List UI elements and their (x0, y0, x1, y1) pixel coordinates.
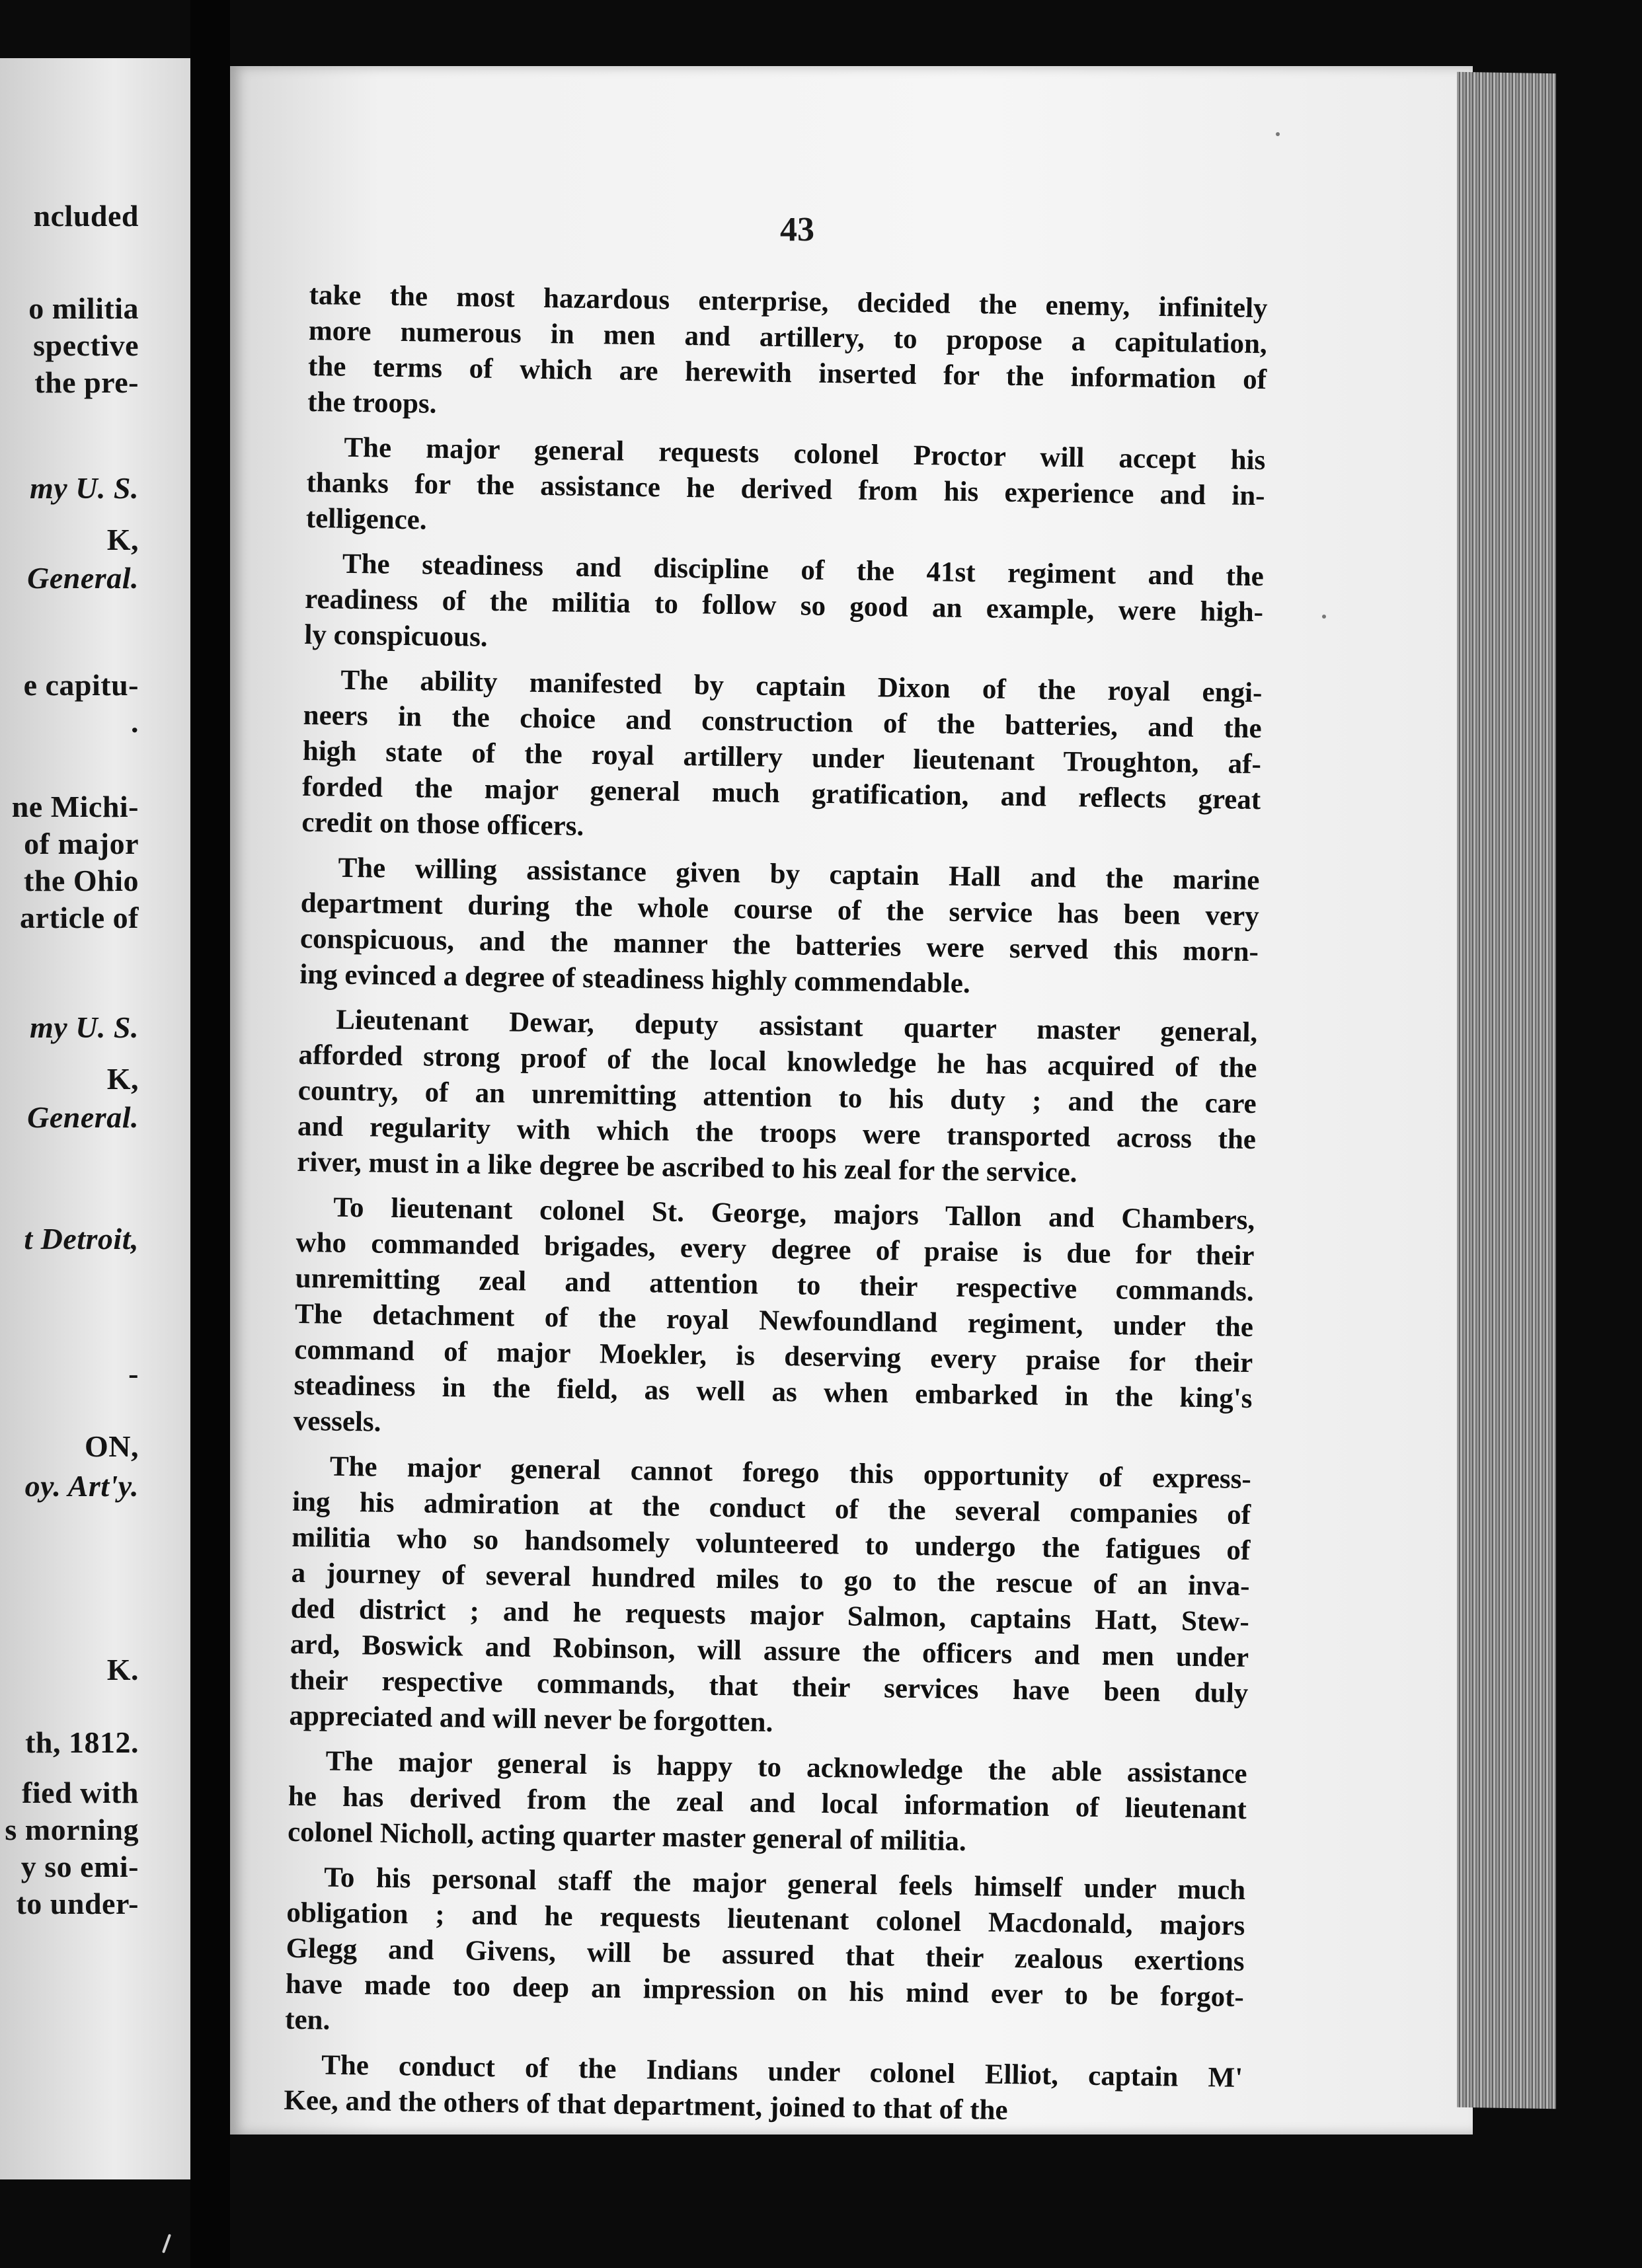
text-line: The major general is happy to acknowledge the able assistance (325, 1745, 1247, 1790)
text-line: The ability manifested by captain Dixon of the royal engi- (340, 664, 1263, 709)
left-page-line: of major (24, 827, 139, 860)
text-line: ly conspicuous. (304, 619, 488, 653)
text-line: the troops. (307, 386, 437, 420)
text-line: unremitting zeal and attention to their respective commands. (295, 1262, 1255, 1308)
left-page-line: ncluded (33, 199, 139, 233)
text-line: The detachment of the royal Newfoundland regiment, under the (294, 1298, 1254, 1343)
text-line: take the most hazardous enterprise, decided the enemy, infinitely (309, 279, 1268, 324)
left-page-line: to under- (16, 1887, 139, 1920)
text-line: country, of an unremitting attention to his duty ; and the care (297, 1075, 1257, 1120)
text-line: vessels. (293, 1405, 381, 1438)
left-page-line: K, (106, 523, 139, 556)
left-page-line: my U. S. (30, 1010, 139, 1044)
text-line: The major general requests colonel Proctor will accept his (344, 432, 1266, 476)
text-line: department during the whole course of the service has been very (300, 887, 1259, 932)
left-page-line: . (131, 705, 139, 739)
left-page-line: y so emi- (20, 1850, 139, 1883)
text-line: ing his admiration at the conduct of the several companies of (292, 1486, 1251, 1531)
left-page-line: t Detroit, (24, 1222, 139, 1256)
text-line: obligation ; and he requests lieutenant colonel Macdonald, majors (286, 1897, 1245, 1942)
text-line: ard, Boswick and Robinson, will assure the officers and men under (290, 1628, 1249, 1674)
text-line: neers in the choice and construction of the batteries, and the (303, 699, 1262, 745)
left-page-line: spective (33, 328, 139, 362)
paragraph (299, 850, 1260, 1006)
dust-speck (1322, 615, 1326, 619)
left-page-line: General. (27, 561, 139, 595)
left-page-line: the Ohio (24, 864, 139, 897)
text-line: and regularity with which the troops were transported across the (297, 1110, 1257, 1156)
paragraph (289, 1449, 1251, 1747)
text-line: have made too deep an impression on his mind ever to be forgot- (285, 1968, 1245, 2013)
paragraph (284, 2047, 1243, 2132)
dust-speck (162, 2234, 171, 2253)
left-page-line: K. (106, 1653, 139, 1686)
left-page-line: th, 1812. (25, 1725, 139, 1759)
text-line: Kee, and the others of that department, joined to that of the (284, 2084, 1008, 2127)
text-line: thanks for the assistance he derived from his experience and in- (306, 467, 1265, 512)
text-line: he has derived from the zeal and local information of lieutenant (288, 1780, 1247, 1826)
left-page-line: the pre- (34, 365, 139, 399)
text-line: telligence. (305, 502, 427, 536)
text-line: who commanded brigades, every degree of praise is due for their (295, 1227, 1255, 1272)
text-line: ing evinced a degree of steadiness highly commendable. (299, 958, 970, 1000)
text-line: afforded strong proof of the local knowledge he has acquired of the (298, 1039, 1257, 1084)
left-page-line: fied with (22, 1776, 139, 1809)
left-page-line: oy. Art'y. (24, 1469, 139, 1503)
text-line: command of major Moekler, is deserving every praise for their (294, 1334, 1253, 1379)
text-line: more numerous in men and artillery, to propose a capitulation, (308, 315, 1268, 360)
text-line: high state of the royal artillery under lieutenant Troughton, af- (302, 735, 1262, 780)
page-edges (1457, 72, 1556, 2109)
paragraph (285, 1860, 1246, 2051)
previous-page-fragment (0, 58, 190, 2179)
text-line: militia who so handsomely volunteered to undergo the fatigues of (292, 1521, 1251, 1567)
text-line: appreciated and will never be forgotten. (289, 1700, 773, 1739)
paragraph (304, 546, 1264, 666)
text-line: ded district ; and he requests major Salmon, captains Hatt, Stew- (290, 1593, 1250, 1638)
left-page-line: ON, (85, 1429, 139, 1463)
text-line: steadiness in the field, as well as when embarked in the king's (293, 1369, 1253, 1415)
text-line: To his personal staff the major general feels himself under much (323, 1862, 1246, 1907)
paragraph (293, 1190, 1255, 1453)
text-line: credit on those officers. (301, 806, 584, 842)
left-page-line: K, (106, 1062, 139, 1096)
text-line: colonel Nicholl, acting quarter master general of militia. (287, 1816, 967, 1858)
paragraph (306, 430, 1266, 550)
text-line: their respective commands, that their services have been duly (290, 1664, 1249, 1710)
text-line: river, must in a like degree be ascribed to his zeal for the service. (296, 1146, 1077, 1189)
left-page-line: o militia (28, 291, 139, 325)
left-page-line: - (128, 1357, 139, 1390)
dust-speck (1276, 132, 1280, 136)
text-line: conspicuous, and the manner the batteries were served this morn- (299, 923, 1259, 968)
text-line: readiness of the militia to follow so good an example, were high- (304, 583, 1264, 628)
left-page-line: s morning (5, 1813, 139, 1846)
left-page-line: my U. S. (30, 471, 139, 505)
text-line: To lieutenant colonel St. George, majors Tallon and Chambers, (333, 1191, 1255, 1236)
page-body-text (284, 278, 1268, 2141)
left-page-line: General. (27, 1100, 139, 1134)
paragraph (297, 1002, 1258, 1193)
text-line: ten. (284, 2004, 331, 2036)
text-line: the terms of which are herewith inserted for the information of (307, 350, 1267, 396)
paragraph (288, 1743, 1247, 1864)
text-line: The conduct of the Indians under colonel Elliot, captain M' (321, 2049, 1243, 2094)
text-line: The major general cannot forego this opportunity of express- (329, 1451, 1252, 1495)
left-page-line: ne Michi- (11, 790, 139, 823)
paragraph (301, 662, 1263, 854)
page-number: 43 (780, 211, 814, 248)
text-line: The steadiness and discipline of the 41st regiment and the (342, 548, 1265, 593)
paragraph (307, 278, 1268, 434)
book-gutter (190, 0, 230, 2268)
text-line: The willing assistance given by captain Hall and the marine (338, 852, 1260, 897)
left-page-line: e capitu- (23, 668, 139, 702)
left-page-line: article of (20, 901, 139, 934)
text-line: a journey of several hundred miles to go to the rescue of an inva- (291, 1557, 1250, 1603)
text-line: forded the major general much gratification, and reflects great (301, 771, 1261, 816)
text-line: Glegg and Givens, will be assured that their zealous exertions (286, 1932, 1245, 1977)
text-line: Lieutenant Dewar, deputy assistant quarter master general, (335, 1004, 1258, 1049)
